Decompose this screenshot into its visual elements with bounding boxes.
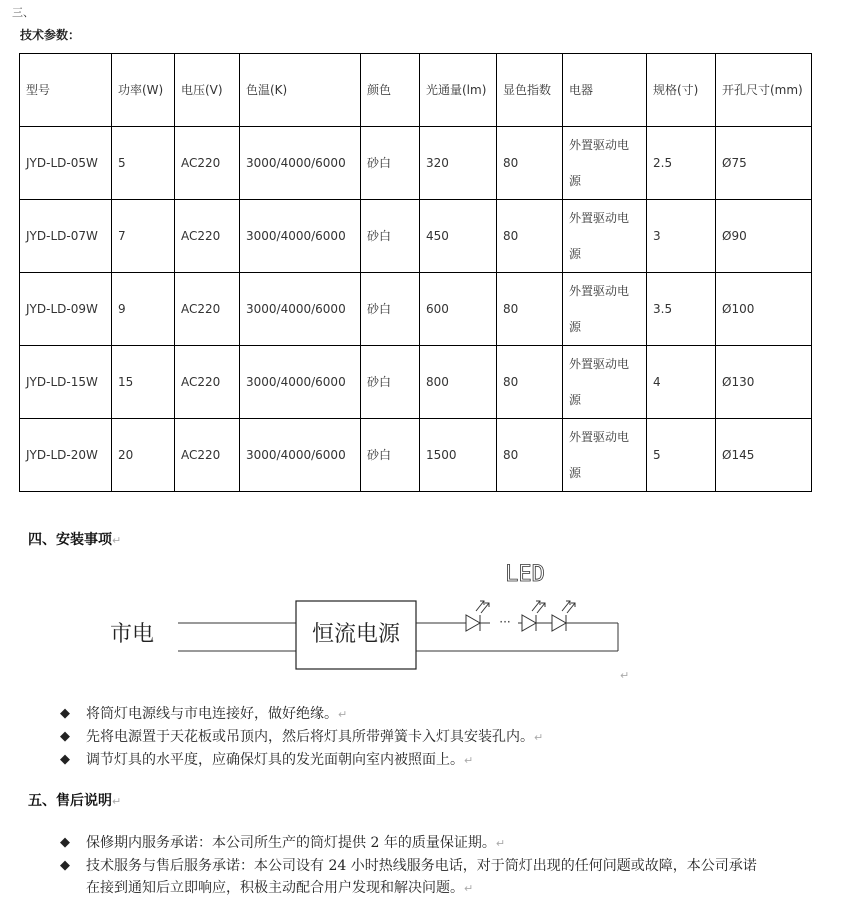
section-4-title [28,529,121,549]
table-cell: JYD-LD-15W [20,346,112,419]
table-cell: AC220 [175,419,240,492]
led-label: LED [505,562,545,587]
install-bullet [60,749,543,772]
service-bullet [60,832,760,855]
column-header: 电器 [563,54,647,127]
table-cell: AC220 [175,200,240,273]
table-cell: 砂白 [361,419,420,492]
table-cell: JYD-LD-09W [20,273,112,346]
return-mark: ↵ [464,882,474,895]
table-cell: 3000/4000/6000 [240,346,361,419]
install-bullet [60,726,543,749]
install-bullet [60,703,543,726]
table-cell: 5 [647,419,716,492]
table-header-row [20,54,812,127]
service-bullet [60,855,760,900]
column-header: 功率(W) [112,54,175,127]
table-cell: 80 [497,273,563,346]
table-cell: 2.5 [647,127,716,200]
install-bullet-text: 先将电源置于天花板或吊顶内，然后将灯具所带弹簧卡入灯具安装孔内。 [86,729,534,745]
table-cell: 外置驱动电源 [563,127,647,200]
table-cell: 7 [112,200,175,273]
diamond-bullet-icon: ◆ [60,835,70,850]
table-row [20,346,812,419]
table-cell: 4 [647,346,716,419]
return-mark: ↵ [112,795,122,808]
return-mark: ↵ [534,731,544,744]
table-cell: AC220 [175,346,240,419]
table-cell: Ø130 [716,346,812,419]
table-row [20,127,812,200]
section-5-title [28,790,121,810]
table-cell: 9 [112,273,175,346]
table-cell: 3 [647,200,716,273]
table-cell: 砂白 [361,346,420,419]
table-row [20,200,812,273]
table-cell: 80 [497,346,563,419]
diamond-bullet-icon: ◆ [60,706,70,721]
led-diode-2 [522,601,545,631]
table-cell: JYD-LD-07W [20,200,112,273]
table-cell: 外置驱动电源 [563,419,647,492]
section-5-title-text: 五、售后说明 [28,793,112,809]
table-cell: 450 [420,200,497,273]
table-cell: Ø100 [716,273,812,346]
table-cell: 砂白 [361,273,420,346]
table-cell: 3000/4000/6000 [240,200,361,273]
table-cell: 80 [497,419,563,492]
table-cell: 砂白 [361,127,420,200]
table-cell: 砂白 [361,200,420,273]
table-cell: 外置驱动电源 [563,200,647,273]
mains-label: 市电 [110,622,155,647]
table-cell: 80 [497,200,563,273]
service-bullet-text-pre: 保修期内服务承诺：本公司所生产的筒灯提供 [86,835,371,851]
column-header: 显色指数 [497,54,563,127]
return-mark: ↵ [464,754,474,767]
service-bullet-text-post: 小时热线服务电话，对于筒灯出现的任何问题或故障，本公司承诺在接到通知后立即响应，积极主动配合用户发现和解决问题。 [86,858,757,896]
table-cell: Ø90 [716,200,812,273]
column-header: 规格(寸) [647,54,716,127]
service-bullets [60,832,760,900]
service-bullet-text-pre: 技术服务与售后服务承诺：本公司设有 [86,858,329,874]
column-header: 型号 [20,54,112,127]
table-cell: 3000/4000/6000 [240,419,361,492]
table-cell: AC220 [175,273,240,346]
table-cell: 80 [497,127,563,200]
section-3-heading: 三、 [12,6,34,19]
table-cell: 1500 [420,419,497,492]
table-cell: 外置驱动电源 [563,273,647,346]
install-bullet-text: 调节灯具的水平度，应确保灯具的发光面朝向室内被照面上。 [86,752,464,768]
table-cell: Ø75 [716,127,812,200]
diamond-bullet-icon: ◆ [60,752,70,767]
table-cell: 3.5 [647,273,716,346]
service-bullet-text-post: 年的质量保证期。 [379,835,496,851]
wiring-diagram [100,555,640,685]
table-cell: AC220 [175,127,240,200]
table-cell: 5 [112,127,175,200]
table-cell: 15 [112,346,175,419]
led-diode-3 [552,601,575,631]
column-header: 色温(K) [240,54,361,127]
return-mark: ↵ [338,708,348,721]
led-ellipsis: ··· [499,615,511,629]
spec-table [19,53,812,492]
tech-params-heading: 技术参数： [20,28,81,42]
diagram-return-mark: ↵ [620,669,630,682]
install-bullet-text: 将筒灯电源线与市电连接好，做好绝缘。 [86,706,338,722]
install-bullets [60,703,543,772]
table-cell: 3000/4000/6000 [240,273,361,346]
table-row [20,273,812,346]
section-4-title-text: 四、安装事项 [28,532,112,548]
warranty-years: 2 [370,835,380,851]
table-cell: 600 [420,273,497,346]
return-mark: ↵ [495,837,506,850]
led-diode-1 [466,601,489,631]
table-cell: 20 [112,419,175,492]
column-header: 开孔尺寸(mm) [716,54,812,127]
table-row [20,419,812,492]
hotline-hours: 24 [328,858,347,874]
return-mark: ↵ [112,534,122,547]
diamond-bullet-icon: ◆ [60,858,70,873]
diamond-bullet-icon: ◆ [60,729,70,744]
table-cell: 320 [420,127,497,200]
column-header: 电压(V) [175,54,240,127]
table-cell: 外置驱动电源 [563,346,647,419]
driver-label: 恒流电源 [311,622,401,647]
column-header: 光通量(lm) [420,54,497,127]
column-header: 颜色 [361,54,420,127]
table-cell: JYD-LD-05W [20,127,112,200]
table-cell: 3000/4000/6000 [240,127,361,200]
table-cell: JYD-LD-20W [20,419,112,492]
table-cell: 800 [420,346,497,419]
table-cell: Ø145 [716,419,812,492]
